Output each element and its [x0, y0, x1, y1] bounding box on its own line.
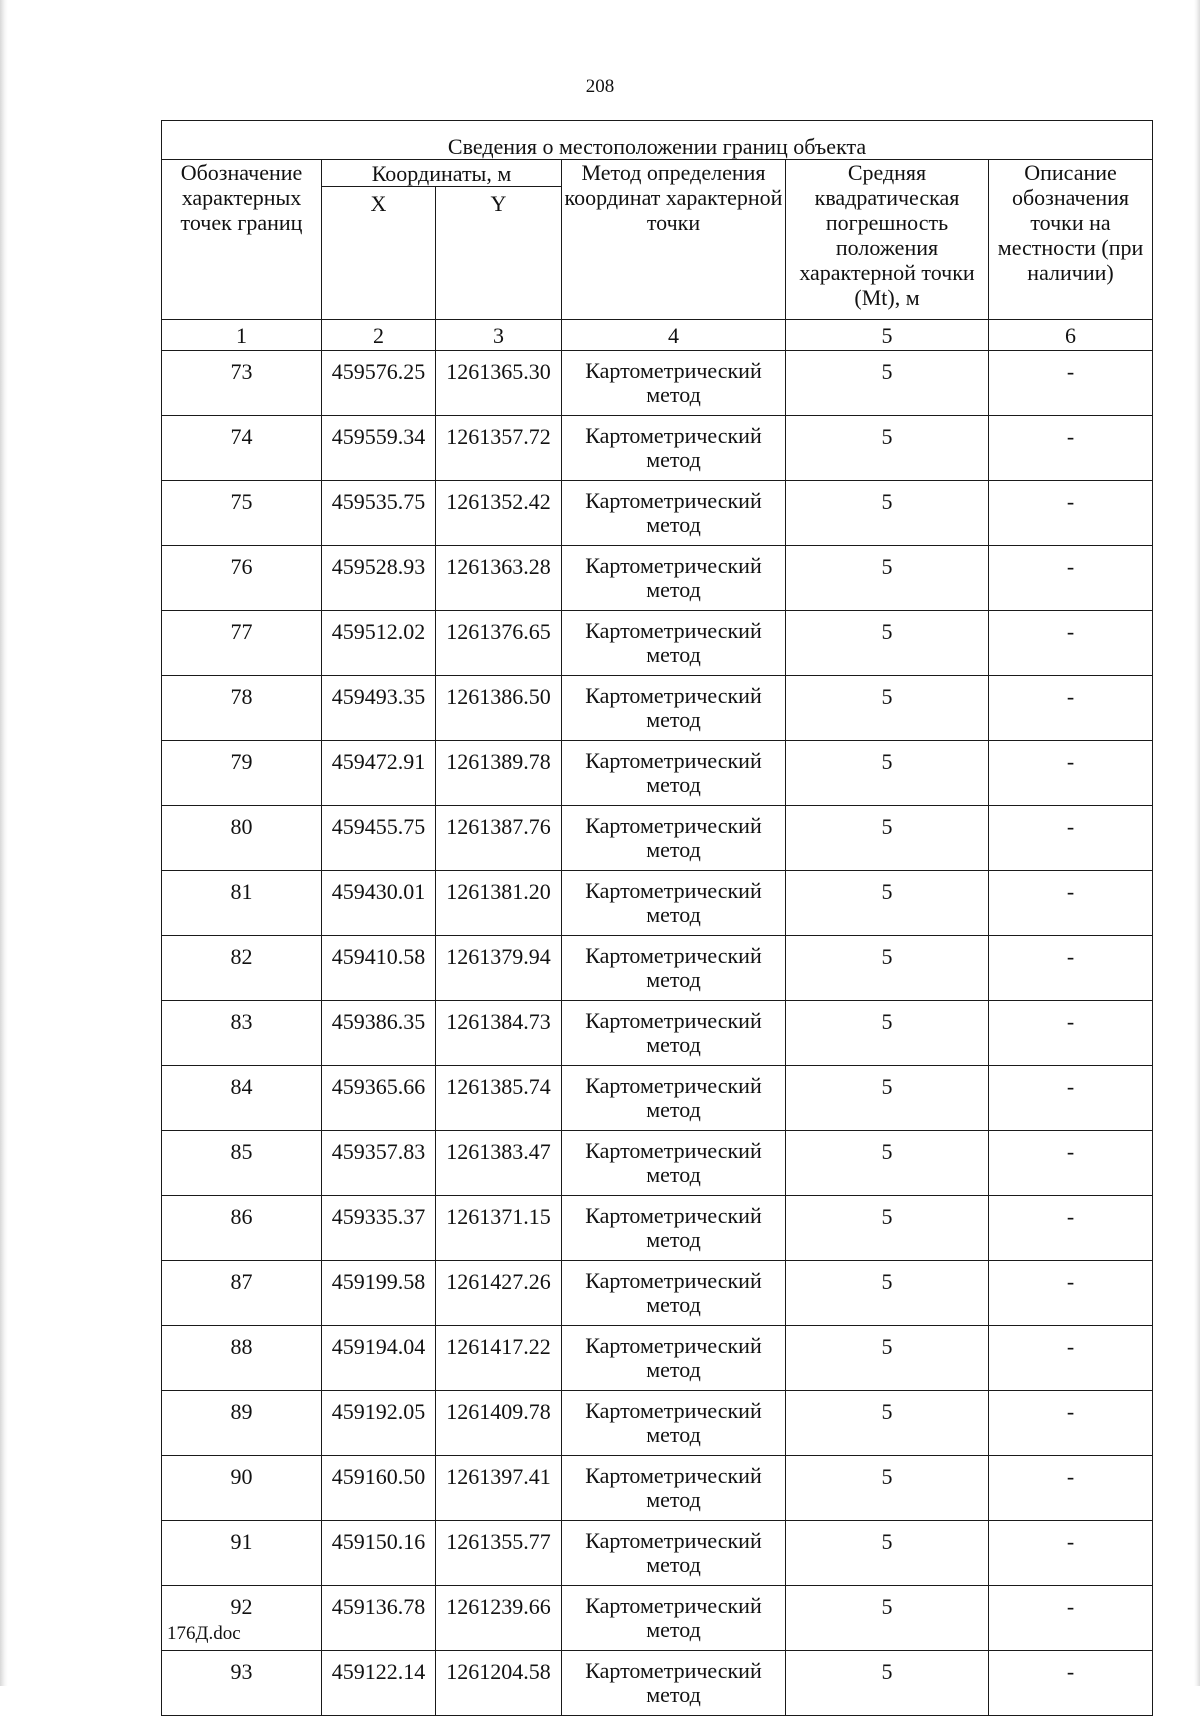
cell-method: Картометрический метод [562, 481, 786, 546]
cell-point: 78 [162, 676, 322, 741]
cell-point: 88 [162, 1326, 322, 1391]
cell-x: 459410.58 [322, 936, 436, 1001]
cell-method: Картометрический метод [562, 1261, 786, 1326]
cell-y: 1261204.58 [436, 1651, 562, 1716]
cell-accuracy: 5 [786, 1196, 989, 1261]
table-row [162, 1131, 1153, 1196]
cell-y: 1261379.94 [436, 936, 562, 1001]
cell-x: 459365.66 [322, 1066, 436, 1131]
boundary-coordinates-table [161, 120, 1153, 1716]
table-row [162, 611, 1153, 676]
cell-description: - [989, 1326, 1153, 1391]
cell-description: - [989, 871, 1153, 936]
header-description: Описание обозначения точки на местности (при наличии) [989, 160, 1153, 320]
cell-x: 459472.91 [322, 741, 436, 806]
cell-y: 1261389.78 [436, 741, 562, 806]
cell-point: 79 [162, 741, 322, 806]
cell-point: 83 [162, 1001, 322, 1066]
cell-description: - [989, 1521, 1153, 1586]
cell-y: 1261357.72 [436, 416, 562, 481]
cell-accuracy: 5 [786, 1001, 989, 1066]
cell-description: - [989, 546, 1153, 611]
column-number: 5 [786, 320, 989, 351]
cell-point: 91 [162, 1521, 322, 1586]
cell-description: - [989, 676, 1153, 741]
cell-x: 459493.35 [322, 676, 436, 741]
table-caption: Сведения о местоположении границ объекта [162, 121, 1153, 160]
cell-description: - [989, 351, 1153, 416]
cell-point: 73 [162, 351, 322, 416]
footer-filename: 176Д.doc [167, 1623, 241, 1644]
cell-x: 459357.83 [322, 1131, 436, 1196]
scan-edge-right [1194, 0, 1200, 1686]
cell-x: 459122.14 [322, 1651, 436, 1716]
column-number-row [162, 320, 1153, 351]
cell-method: Картометрический метод [562, 416, 786, 481]
cell-y: 1261352.42 [436, 481, 562, 546]
cell-accuracy: 5 [786, 871, 989, 936]
cell-description: - [989, 1261, 1153, 1326]
cell-point: 85 [162, 1131, 322, 1196]
cell-accuracy: 5 [786, 1326, 989, 1391]
cell-accuracy: 5 [786, 481, 989, 546]
cell-method: Картометрический метод [562, 1066, 786, 1131]
header-point-designation: Обозначение характерных точек границ [162, 160, 322, 320]
cell-method: Картометрический метод [562, 1196, 786, 1261]
cell-y: 1261383.47 [436, 1131, 562, 1196]
cell-point: 89 [162, 1391, 322, 1456]
column-number: 4 [562, 320, 786, 351]
cell-accuracy: 5 [786, 1521, 989, 1586]
table-row [162, 1586, 1153, 1651]
cell-y: 1261363.28 [436, 546, 562, 611]
cell-x: 459160.50 [322, 1456, 436, 1521]
cell-accuracy: 5 [786, 1586, 989, 1651]
cell-x: 459576.25 [322, 351, 436, 416]
table-row [162, 1261, 1153, 1326]
column-number: 6 [989, 320, 1153, 351]
cell-y: 1261386.50 [436, 676, 562, 741]
table-row [162, 676, 1153, 741]
table-row [162, 1196, 1153, 1261]
cell-point: 81 [162, 871, 322, 936]
cell-x: 459194.04 [322, 1326, 436, 1391]
cell-accuracy: 5 [786, 1651, 989, 1716]
cell-description: - [989, 1066, 1153, 1131]
table-row [162, 871, 1153, 936]
cell-y: 1261384.73 [436, 1001, 562, 1066]
cell-x: 459192.05 [322, 1391, 436, 1456]
cell-y: 1261417.22 [436, 1326, 562, 1391]
cell-point: 87 [162, 1261, 322, 1326]
cell-y: 1261376.65 [436, 611, 562, 676]
cell-point: 77 [162, 611, 322, 676]
cell-point: 93 [162, 1651, 322, 1716]
cell-description: - [989, 1456, 1153, 1521]
cell-y: 1261385.74 [436, 1066, 562, 1131]
cell-method: Картометрический метод [562, 1001, 786, 1066]
cell-description: - [989, 611, 1153, 676]
cell-accuracy: 5 [786, 806, 989, 871]
cell-accuracy: 5 [786, 1456, 989, 1521]
cell-accuracy: 5 [786, 351, 989, 416]
cell-method: Картометрический метод [562, 741, 786, 806]
table-row [162, 1391, 1153, 1456]
cell-method: Картометрический метод [562, 351, 786, 416]
cell-description: - [989, 936, 1153, 1001]
cell-x: 459559.34 [322, 416, 436, 481]
table-row [162, 741, 1153, 806]
cell-y: 1261355.77 [436, 1521, 562, 1586]
table-row [162, 1066, 1153, 1131]
cell-method: Картометрический метод [562, 936, 786, 1001]
cell-method: Картометрический метод [562, 676, 786, 741]
cell-accuracy: 5 [786, 1131, 989, 1196]
cell-x: 459535.75 [322, 481, 436, 546]
header-y: Y [436, 187, 562, 320]
cell-y: 1261371.15 [436, 1196, 562, 1261]
cell-method: Картометрический метод [562, 871, 786, 936]
cell-x: 459455.75 [322, 806, 436, 871]
table-row [162, 1521, 1153, 1586]
cell-description: - [989, 1586, 1153, 1651]
cell-x: 459335.37 [322, 1196, 436, 1261]
cell-x: 459136.78 [322, 1586, 436, 1651]
cell-method: Картометрический метод [562, 1521, 786, 1586]
table-row [162, 1651, 1153, 1716]
table-body [162, 351, 1153, 1716]
cell-method: Картометрический метод [562, 806, 786, 871]
table-row [162, 351, 1153, 416]
cell-accuracy: 5 [786, 611, 989, 676]
cell-y: 1261427.26 [436, 1261, 562, 1326]
cell-description: - [989, 741, 1153, 806]
cell-x: 459386.35 [322, 1001, 436, 1066]
cell-y: 1261397.41 [436, 1456, 562, 1521]
cell-accuracy: 5 [786, 936, 989, 1001]
cell-point: 90 [162, 1456, 322, 1521]
cell-point: 80 [162, 806, 322, 871]
cell-description: - [989, 481, 1153, 546]
header-coordinates: Координаты, м [322, 160, 562, 187]
table-row [162, 1326, 1153, 1391]
cell-point: 76 [162, 546, 322, 611]
cell-point: 74 [162, 416, 322, 481]
cell-method: Картометрический метод [562, 1131, 786, 1196]
cell-accuracy: 5 [786, 1391, 989, 1456]
cell-x: 459528.93 [322, 546, 436, 611]
cell-method: Картометрический метод [562, 611, 786, 676]
cell-x: 459199.58 [322, 1261, 436, 1326]
cell-description: - [989, 1001, 1153, 1066]
table-row [162, 1456, 1153, 1521]
cell-x: 459150.16 [322, 1521, 436, 1586]
header-method: Метод определения координат характерной точки [562, 160, 786, 320]
cell-point: 82 [162, 936, 322, 1001]
cell-point: 84 [162, 1066, 322, 1131]
cell-point: 92 [162, 1586, 322, 1651]
cell-y: 1261239.66 [436, 1586, 562, 1651]
page-number: 208 [585, 76, 615, 97]
scan-edge-left [0, 0, 8, 1686]
cell-method: Картометрический метод [562, 1586, 786, 1651]
cell-method: Картометрический метод [562, 1326, 786, 1391]
table-row [162, 481, 1153, 546]
cell-description: - [989, 1391, 1153, 1456]
table-row [162, 936, 1153, 1001]
cell-accuracy: 5 [786, 416, 989, 481]
table-row [162, 806, 1153, 871]
cell-point: 86 [162, 1196, 322, 1261]
cell-method: Картометрический метод [562, 1456, 786, 1521]
header-x: X [322, 187, 436, 320]
cell-description: - [989, 416, 1153, 481]
cell-accuracy: 5 [786, 1066, 989, 1131]
column-number: 1 [162, 320, 322, 351]
cell-x: 459512.02 [322, 611, 436, 676]
cell-accuracy: 5 [786, 741, 989, 806]
cell-y: 1261365.30 [436, 351, 562, 416]
table-row [162, 416, 1153, 481]
cell-y: 1261409.78 [436, 1391, 562, 1456]
column-number: 3 [436, 320, 562, 351]
cell-accuracy: 5 [786, 546, 989, 611]
cell-accuracy: 5 [786, 676, 989, 741]
cell-y: 1261387.76 [436, 806, 562, 871]
header-accuracy: Средняя квадратическая погрешность положения характерной точки (Mt), м [786, 160, 989, 320]
cell-accuracy: 5 [786, 1261, 989, 1326]
cell-y: 1261381.20 [436, 871, 562, 936]
cell-method: Картометрический метод [562, 546, 786, 611]
table-row [162, 546, 1153, 611]
cell-description: - [989, 806, 1153, 871]
cell-method: Картометрический метод [562, 1651, 786, 1716]
cell-point: 75 [162, 481, 322, 546]
cell-description: - [989, 1131, 1153, 1196]
cell-x: 459430.01 [322, 871, 436, 936]
table-row [162, 1001, 1153, 1066]
cell-description: - [989, 1196, 1153, 1261]
column-number: 2 [322, 320, 436, 351]
cell-description: - [989, 1651, 1153, 1716]
cell-method: Картометрический метод [562, 1391, 786, 1456]
